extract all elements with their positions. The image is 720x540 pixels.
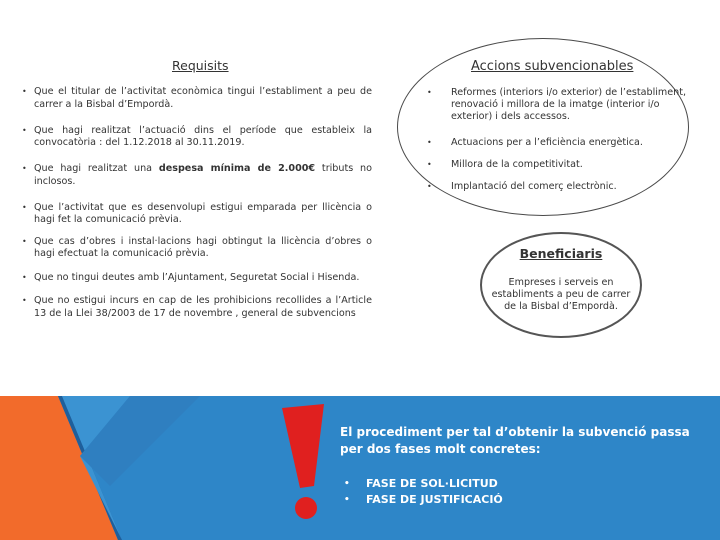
phase-item: • FASE DE JUSTIFICACIÓ <box>344 492 503 508</box>
beneficiaris-title: Beneficiaris <box>519 246 603 261</box>
beneficiaris-text: Empreses i serveis en establiments a peu de carrer de la Bisbal d’Empordà. <box>491 277 631 312</box>
requisit-bold: despesa mínima de 2.000€ <box>158 163 316 174</box>
requisits-list <box>22 86 372 334</box>
requisits-title: Requisits <box>172 58 229 73</box>
exclamation-mark-icon <box>276 404 346 522</box>
requisit-item: • Que cas d’obres i instal·lacions hagi obtingut la llicència d’obres o hagi efectuat la comunicació prèvia. <box>22 236 372 261</box>
accio-item: • Actuacions per a l’eficiència energètica. <box>427 137 692 149</box>
banner-decoration <box>0 396 720 540</box>
requisit-item: • Que el titular de l’activitat econòmica tingui l’establiment a peu de carrer a la Bisbal d’Empordà. <box>22 86 372 111</box>
requisit-prefix: Que hagi realitzat una <box>34 163 159 174</box>
bottom-banner <box>0 396 720 540</box>
phases-list <box>344 476 503 508</box>
requisit-item: • Que no tingui deutes amb l’Ajuntament, Seguretat Social i Hisenda. <box>22 272 372 285</box>
accions-title: Accions subvencionables <box>471 59 634 74</box>
procediment-text: El procediment per tal d’obtenir la subvenció passa per dos fases molt concretes: <box>340 425 690 456</box>
requisit-item: • Que no estigui incurs en cap de les prohibicions recollides a l’Article 13 de la Llei 38/2003 de 17 de novembre , general de subvencions <box>22 295 372 320</box>
accio-item: • Implantació del comerç electrònic. <box>427 181 692 193</box>
requisit-item: • Que hagi realitzat l’actuació dins el període que estableix la convocatòria : del 1.12.2018 al 30.11.2019. <box>22 125 372 150</box>
accio-item: • Reformes (interiors i/o exterior) de l’establiment, renovació i millora de la imatge (interior i/o exterior) i dels accessos. <box>427 87 692 123</box>
orange-shape <box>0 396 58 540</box>
requisit-item: • Que l’activitat que es desenvolupi estigui emparada per llicència o hagi fet la comunicació prèvia. <box>22 202 372 227</box>
requisit-suffix: tributs no inclosos. <box>34 163 372 187</box>
accio-item: • Millora de la competitivitat. <box>427 159 692 171</box>
phase-item: • FASE DE SOL·LICITUD <box>344 476 503 492</box>
requisit-item <box>22 163 372 188</box>
accions-list <box>427 87 692 203</box>
